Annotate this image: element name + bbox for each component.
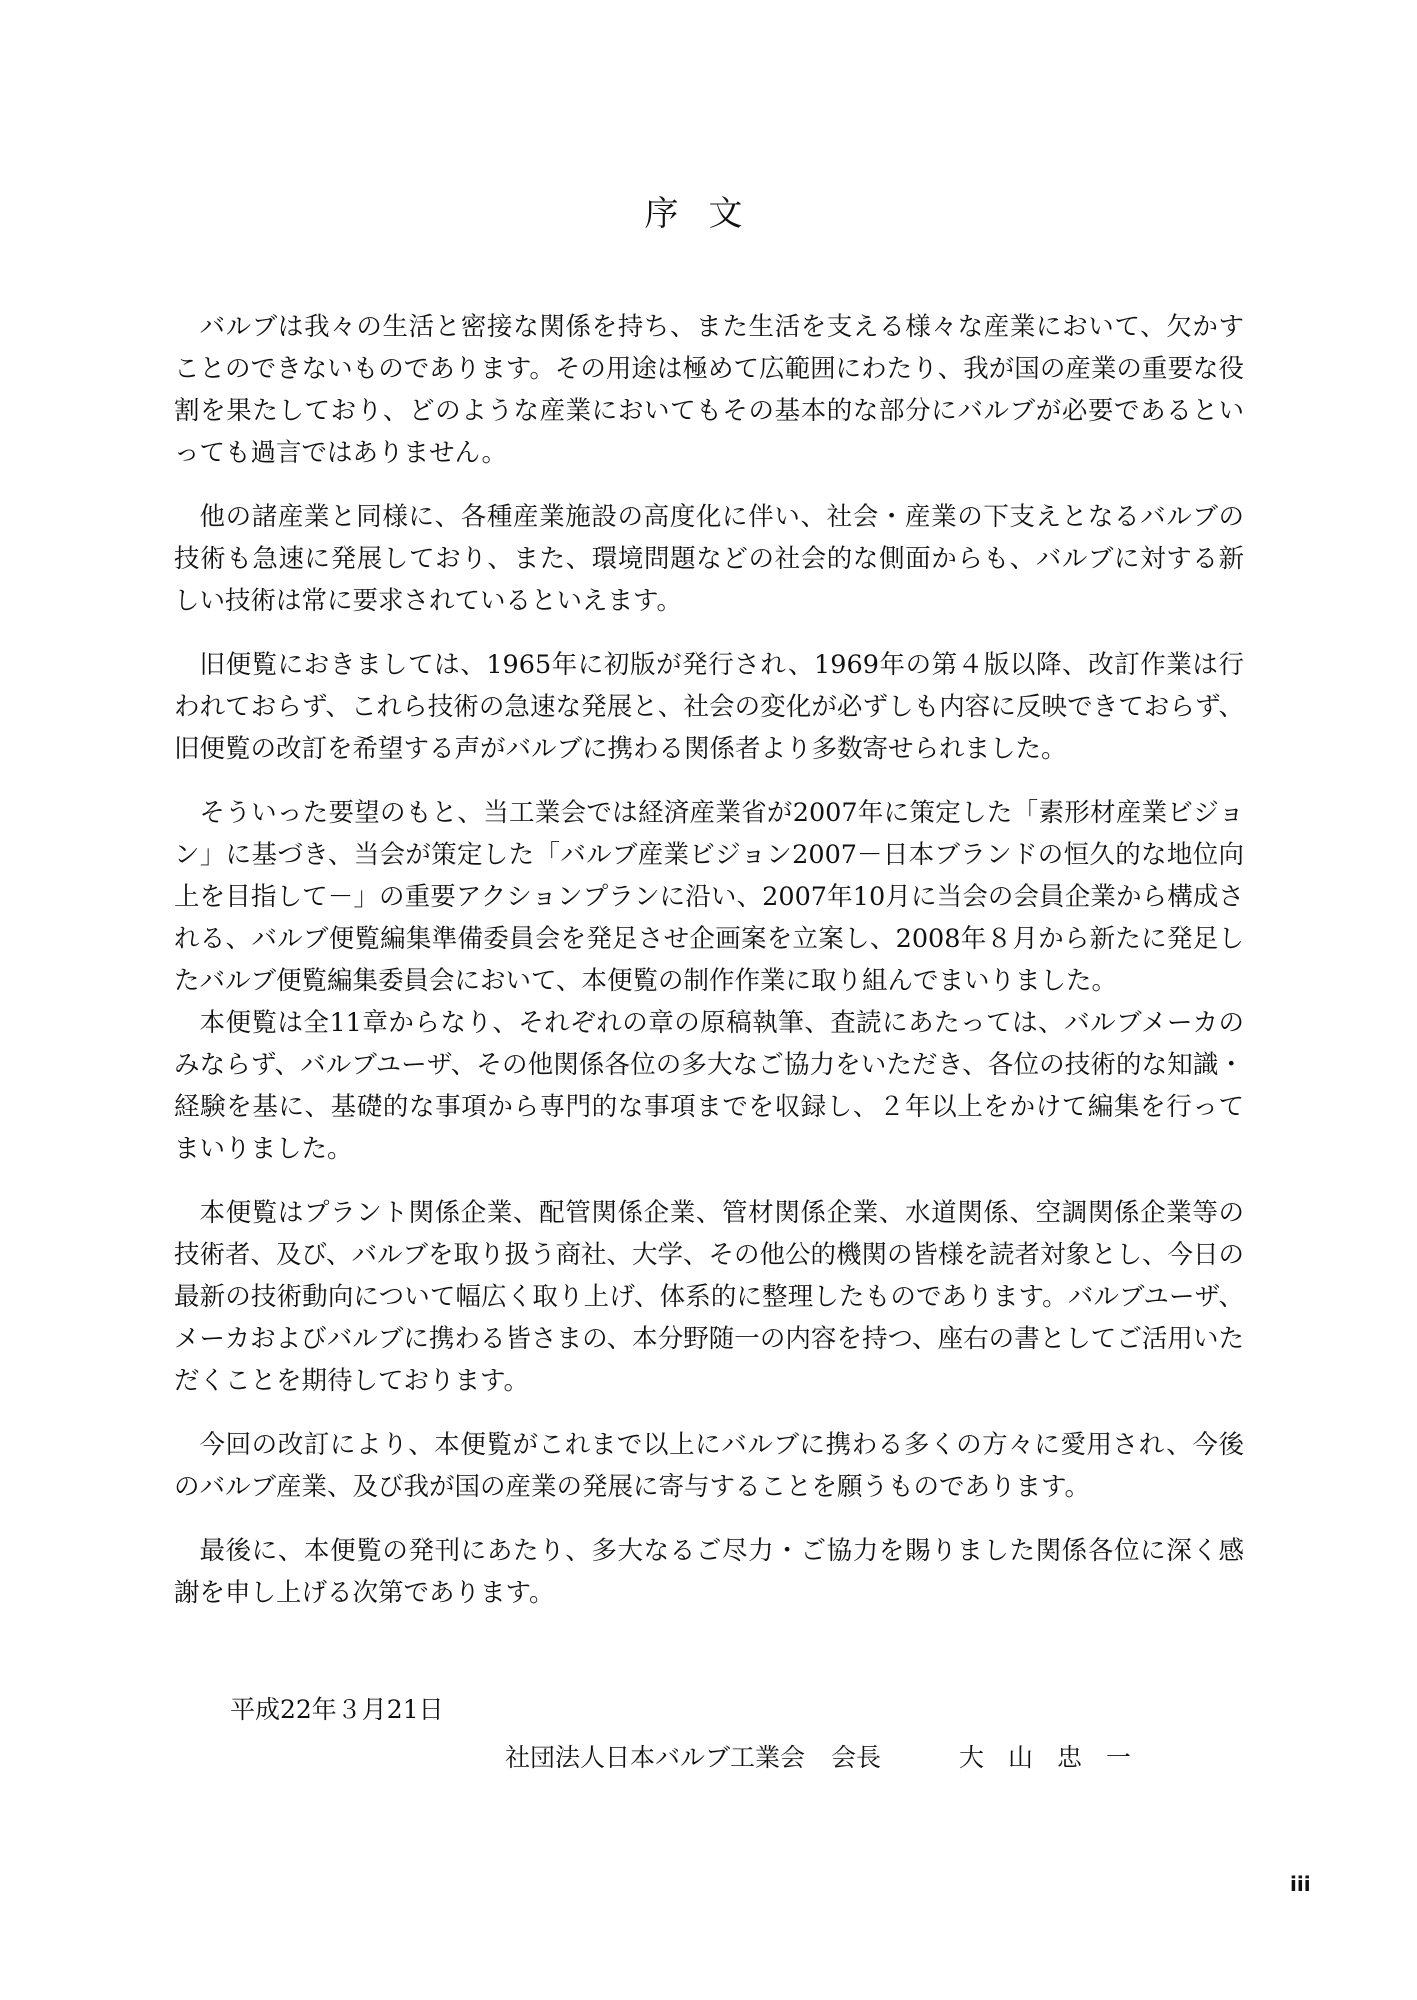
paragraph-2: 他の諸産業と同様に、各種産業施設の高度化に伴い、社会・産業の下支えとなるバルブの技術も急速に発展しており、また、環境問題などの社会的な側面からも、バルブに対する新しい技術は常に要求されているといえます。 xyxy=(174,502,1244,616)
signature-line xyxy=(505,1738,1155,1774)
page-title: 序文 xyxy=(644,194,773,234)
organization-name: 社団法人日本バルブ工業会 xyxy=(505,1743,806,1772)
paragraph-7: 今回の改訂により、本便覧がこれまで以上にバルブに携わる多くの方々に愛用され、今後のバルブ産業、及び我が国の産業の発展に寄与することを願うものであります。 xyxy=(174,1430,1244,1502)
preface-body xyxy=(174,306,1244,1636)
paragraph-4: そういった要望のもと、当工業会では経済産業省が2007年に策定した「素形材産業ビジョン」に基づき、当会が策定した「バルブ産業ビジョン2007－日本ブランドの恒久的な地位向上を目指して－」の重要アクションプランに沿い、2007年10月に当会の会員企業から構成される、バルブ便覧編集準備委員会を発足させ企画案を立案し、2008年８月から新たに発足したバルブ便覧編集委員会において、本便覧の制作作業に取り組んでまいりました。 xyxy=(174,798,1244,996)
page-number: iii xyxy=(1290,1872,1311,1896)
paragraph-6: 本便覧はプラント関係企業、配管関係企業、管材関係企業、水道関係、空調関係企業等の技術者、及び、バルブを取り扱う商社、大学、その他公的機関の皆様を読者対象とし、今日の最新の技術動向について幅広く取り上げ、体系的に整理したものであります。バルブユーザ、メーカおよびバルブに携わる皆さまの、本分野随一の内容を持つ、座右の書としてご活用いただくことを期待しております。 xyxy=(174,1198,1244,1396)
paragraph-8: 最後に、本便覧の発刊にあたり、多大なるご尽力・ご協力を賜りました関係各位に深く感謝を申し上げる次第であります。 xyxy=(174,1536,1244,1608)
paragraph-3: 旧便覧におきましては、1965年に初版が発行され、1969年の第４版以降、改訂作業は行われておらず、これら技術の急速な発展と、社会の変化が必ずしも内容に反映できておらず、旧便覧の改訂を希望する声がバルブに携わる関係者より多数寄せられました。 xyxy=(174,650,1244,764)
paragraph-1: バルブは我々の生活と密接な関係を持ち、また生活を支える様々な産業において、欠かすことのできないものであります。その用途は極めて広範囲にわたり、我が国の産業の重要な役割を果たしており、どのような産業においてもその基本的な部分にバルブが必要であるといっても過言ではありません。 xyxy=(174,312,1244,468)
publication-date: 平成22年３月21日 xyxy=(230,1695,444,1724)
signatory-role: 会長 xyxy=(830,1743,881,1772)
paragraph-5: 本便覧は全11章からなり、それぞれの章の原稿執筆、査読にあたっては、バルブメーカのみならず、バルブユーザ、その他関係各位の多大なご協力をいただき、各位の技術的な知識・経験を基に、基礎的な事項から専門的な事項までを収録し、２年以上をかけて編集を行ってまいりました。 xyxy=(174,1008,1244,1164)
signatory-name: 大山忠一 xyxy=(958,1743,1155,1772)
